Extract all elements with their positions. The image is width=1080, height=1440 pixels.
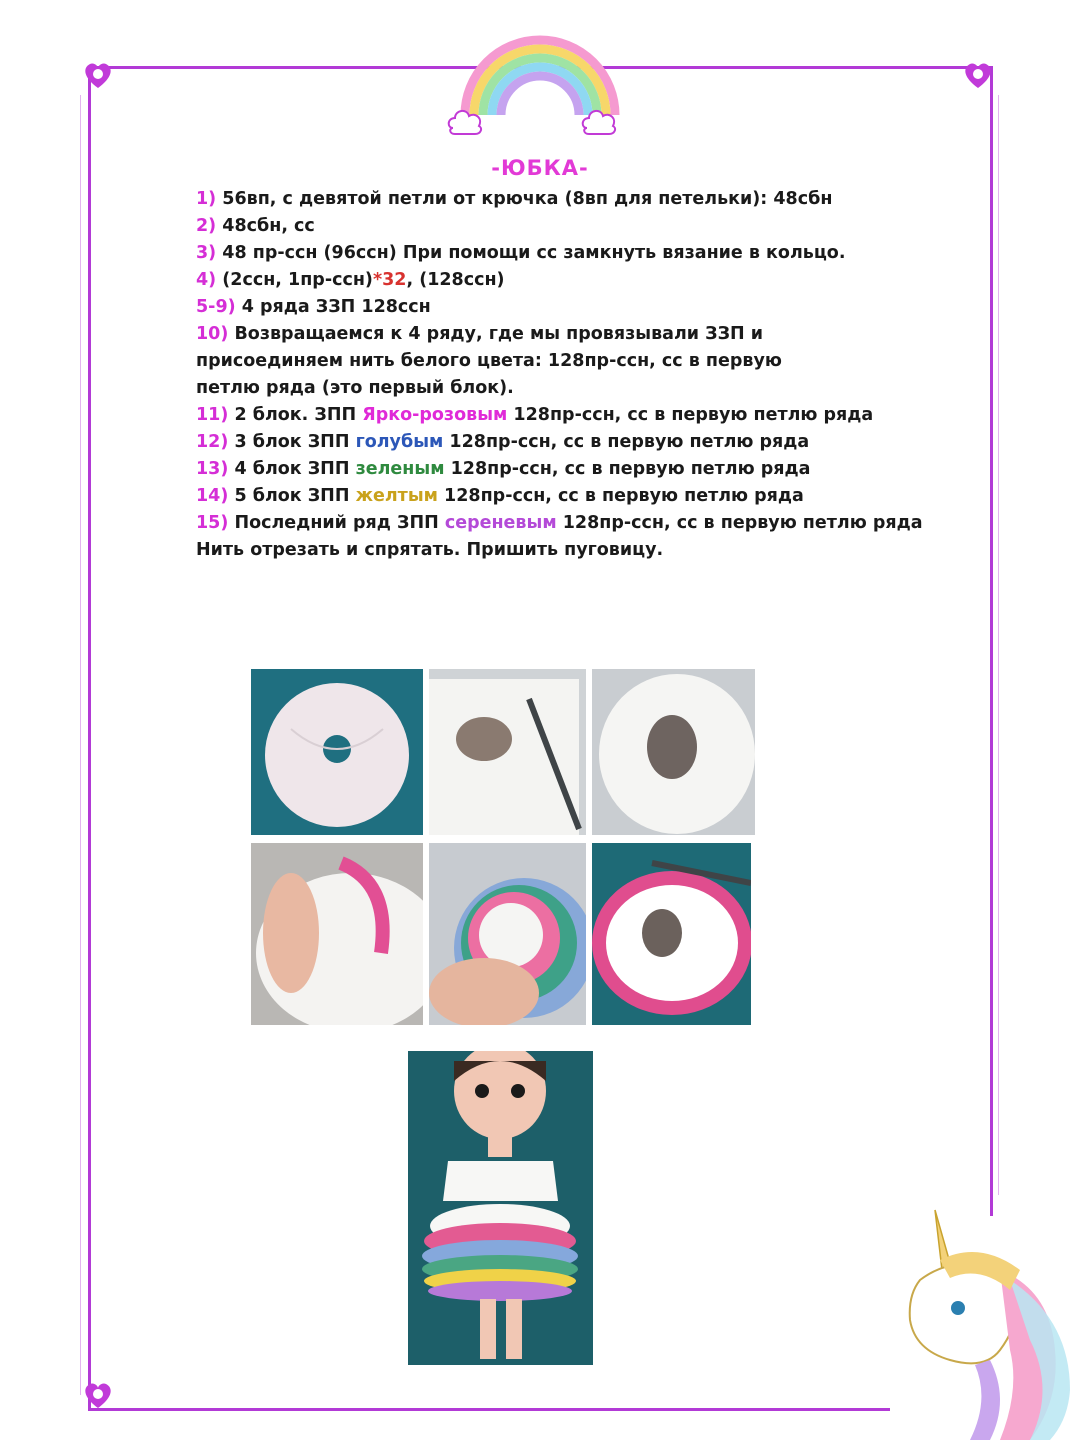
row-line	[196, 402, 976, 429]
row-number: 2)	[196, 216, 217, 236]
photo-step-4	[251, 843, 423, 1025]
row-text: присоединяем нить белого цвета: 128пр-ссн, сс в первую	[196, 351, 782, 371]
row-text: 128пр-ссн, сс в первую петлю ряда	[507, 405, 874, 425]
pattern-instructions	[196, 186, 976, 564]
row-text: 3 блок ЗПП	[228, 432, 356, 452]
row-text: 128пр-ссн, сс в первую петлю ряда	[437, 486, 804, 506]
color-word: Ярко-розовым	[362, 405, 508, 425]
row-text: 4 блок ЗПП	[228, 459, 356, 479]
row-text: петлю ряда (это первый блок).	[196, 378, 514, 398]
frame-left-border	[88, 66, 91, 1411]
photo-doll-finished	[408, 1051, 593, 1365]
row-text: 5 блок ЗПП	[228, 486, 356, 506]
heart-corner-icon	[76, 52, 120, 96]
row-text: 56вп, с девятой петли от крючка (8вп для петельки): 48сбн	[216, 189, 833, 209]
heart-corner-icon	[956, 52, 1000, 96]
row-number: 13)	[196, 459, 229, 479]
row-text: 2 блок. ЗПП	[228, 405, 363, 425]
row-line	[196, 267, 976, 294]
color-word: желтым	[355, 486, 438, 506]
row-number: 1)	[196, 189, 217, 209]
row-text: 128пр-ссн, сс в первую петлю ряда	[556, 513, 923, 533]
frame-right-border	[990, 66, 993, 1216]
row-text: 128пр-ссн, сс в первую петлю ряда	[444, 459, 811, 479]
row-text: Нить отрезать и спрятать. Пришить пуговицу.	[196, 540, 664, 560]
row-line	[196, 483, 976, 510]
row-line	[196, 375, 976, 402]
row-text: 4 ряда ЗЗП 128ссн	[235, 297, 431, 317]
row-text: (2ссн, 1пр-ссн)	[216, 270, 373, 290]
frame-left-inner-line	[80, 95, 81, 1395]
color-word: сереневым	[444, 513, 557, 533]
row-text: 48сбн, сс	[216, 216, 315, 236]
row-number: 3)	[196, 243, 217, 263]
row-line	[196, 213, 976, 240]
row-line	[196, 348, 976, 375]
row-text: 128пр-ссн, сс в первую петлю ряда	[443, 432, 810, 452]
color-word: голубым	[355, 432, 444, 452]
row-number: 10)	[196, 324, 229, 344]
row-text: , (128ссн)	[406, 270, 505, 290]
row-line	[196, 321, 976, 348]
frame-right-inner-line	[998, 95, 999, 1195]
unicorn-decoration	[880, 1200, 1080, 1440]
row-line	[196, 294, 976, 321]
row-line	[196, 429, 976, 456]
row-line	[196, 456, 976, 483]
row-line	[196, 186, 976, 213]
photo-step-6	[592, 843, 751, 1025]
row-line	[196, 510, 976, 537]
row-number: 15)	[196, 513, 229, 533]
row-text: Возвращаемся к 4 ряду, где мы провязывали ЗЗП и	[228, 324, 764, 344]
photo-step-3	[592, 669, 755, 835]
row-number: 4)	[196, 270, 217, 290]
row-text: 48 пр-ссн (96ссн) При помощи сс замкнуть вязание в кольцо.	[216, 243, 846, 263]
row-number: 11)	[196, 405, 229, 425]
photo-step-2	[429, 669, 586, 835]
row-number: 5-9)	[196, 297, 236, 317]
photo-step-5	[429, 843, 586, 1025]
row-text: Последний ряд ЗПП	[228, 513, 445, 533]
page-title: -ЮБКА-	[491, 156, 589, 180]
photo-step-1	[251, 669, 423, 835]
rainbow-decoration	[445, 30, 635, 140]
row-line	[196, 537, 976, 564]
heart-corner-icon	[76, 1372, 120, 1416]
frame-bottom-border	[90, 1408, 890, 1411]
repeat-count: *32	[372, 270, 407, 290]
row-number: 12)	[196, 432, 229, 452]
row-number: 14)	[196, 486, 229, 506]
color-word: зеленым	[355, 459, 445, 479]
row-line	[196, 240, 976, 267]
